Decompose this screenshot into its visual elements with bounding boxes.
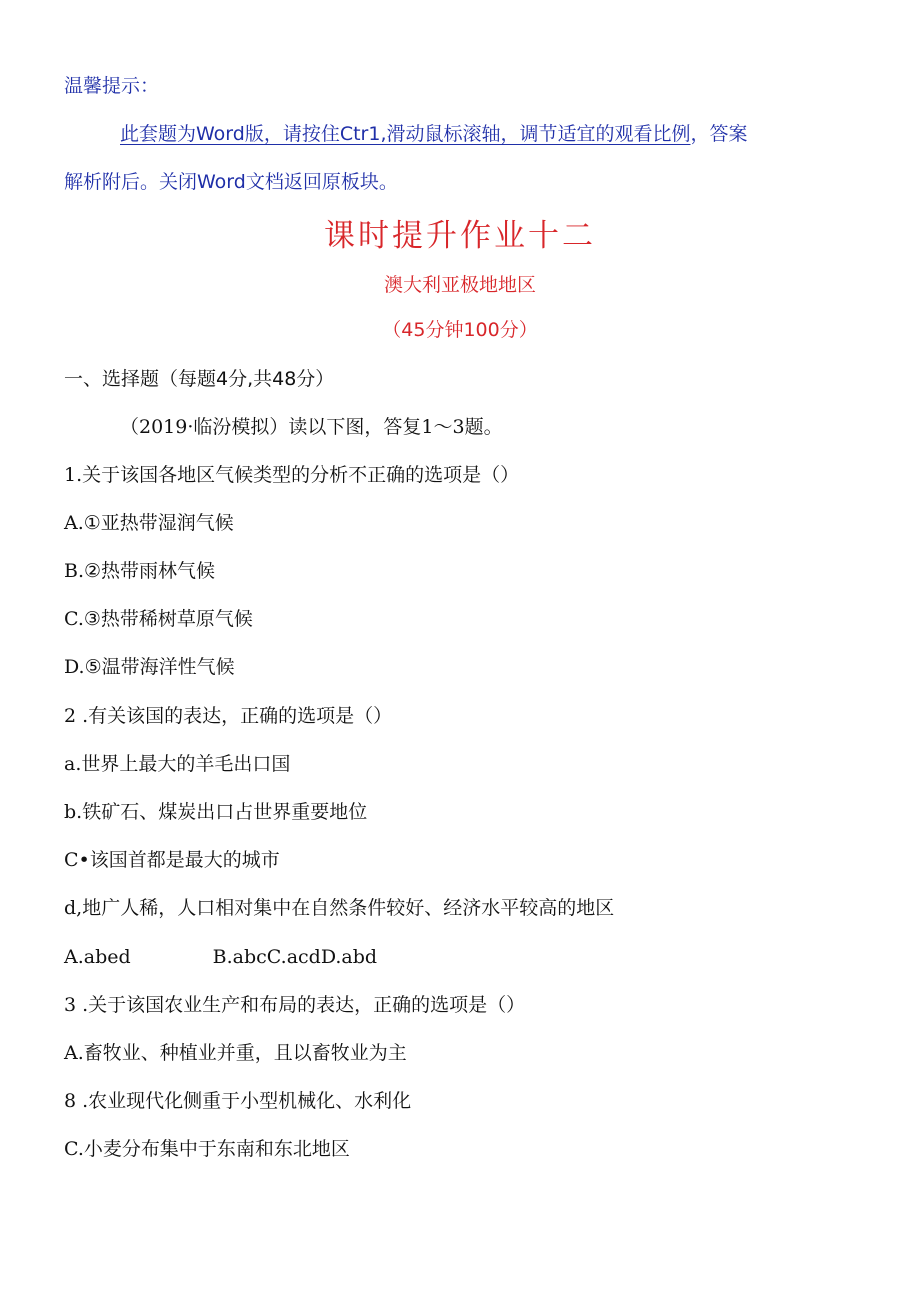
question-1-stem: 1.关于该国各地区气候类型的分析不正确的选项是（）: [64, 464, 520, 486]
question-1-option-a: A.①亚热带湿润气候: [64, 512, 234, 534]
question-2-answers: [64, 943, 377, 971]
question-2-statement-d: d,地广人稀，人口相对集中在自然条件较好、经济水平较高的地区: [64, 897, 615, 919]
question-1-option-d: D.⑤温带海洋性气候: [64, 656, 235, 678]
question-2-answer-a: A.abed: [64, 946, 131, 968]
section-intro: （2019·临汾模拟）读以下图，答复1～3题。: [120, 416, 503, 438]
question-2-answer-bcd: B.abcC.acdD.abd: [212, 946, 378, 968]
notice-link[interactable]: 此套题为Word版，请按住Ctr1,滑动鼠标滚轴，调节适宜的观看比例: [120, 123, 691, 145]
section-heading: 一、选择题（每题4分,共48分）: [64, 368, 335, 390]
question-3-stem: 3 .关于该国农业生产和布局的表达，正确的选项是（）: [64, 994, 526, 1016]
question-2-stem: 2 .有关该国的表达，正确的选项是（）: [64, 705, 393, 727]
question-2-statement-a: a.世界上最大的羊毛出口国: [64, 753, 291, 775]
question-1-option-b: B.②热带雨林气候: [64, 560, 216, 582]
notice-line-2: 解析附后。关闭Word文档返回原板块。: [64, 171, 398, 193]
page-subtitle: 澳大利亚极地地区: [383, 274, 536, 296]
notice-tail: ，答案: [690, 123, 748, 145]
question-3-option-c: C.小麦分布集中于东南和东北地区: [64, 1138, 350, 1160]
question-3-option-b: 8 .农业现代化侧重于小型机械化、水利化: [64, 1090, 412, 1112]
question-2-statement-c: C•该国首都是最大的城市: [64, 849, 280, 871]
time-info: （45分钟100分）: [382, 319, 538, 341]
notice-line-1: [120, 120, 748, 148]
question-2-statement-b: b.铁矿石、煤炭出口占世界重要地位: [64, 801, 368, 823]
question-3-option-a: A.畜牧业、种植业并重，且以畜牧业为主: [64, 1042, 407, 1064]
page-title: 课时提升作业十二: [324, 218, 596, 254]
question-1-option-c: C.③热带稀树草原气候: [64, 608, 253, 630]
notice-heading: 温馨提示：: [64, 75, 160, 97]
